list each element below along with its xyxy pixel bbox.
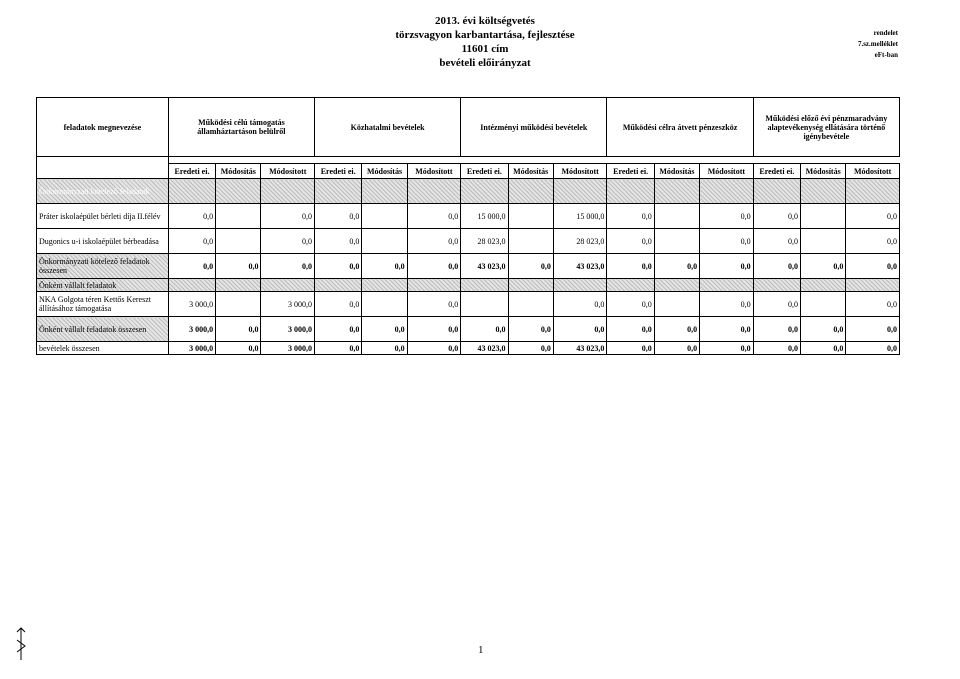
value-cell: 43 023,0 bbox=[461, 254, 508, 279]
value-cell: 28 023,0 bbox=[553, 229, 607, 254]
value-cell bbox=[553, 179, 607, 204]
subheader-cell: Módosított bbox=[846, 164, 900, 179]
subheader-cell: Módosított bbox=[553, 164, 607, 179]
value-cell bbox=[801, 292, 846, 317]
value-cell: 0,0 bbox=[607, 204, 654, 229]
value-cell bbox=[216, 179, 261, 204]
subheader-cell: Módosítás bbox=[216, 164, 261, 179]
value-cell: 0,0 bbox=[315, 204, 362, 229]
value-cell: 0,0 bbox=[846, 204, 900, 229]
value-cell bbox=[362, 204, 407, 229]
row-label: Dugonics u-i iskolaépület bérbeadása bbox=[37, 229, 169, 254]
value-cell bbox=[407, 179, 461, 204]
value-cell: 0,0 bbox=[508, 342, 553, 355]
table-row bbox=[37, 179, 900, 204]
value-cell: 0,0 bbox=[846, 292, 900, 317]
value-cell bbox=[801, 279, 846, 292]
title-line-3: 11601 cím bbox=[461, 43, 509, 55]
value-cell: 0,0 bbox=[315, 342, 362, 355]
value-cell: 0,0 bbox=[216, 254, 261, 279]
value-cell: 0,0 bbox=[362, 342, 407, 355]
value-cell: 0,0 bbox=[362, 254, 407, 279]
row-label: Önként vállalt feladatok összesen bbox=[37, 317, 169, 342]
value-cell: 0,0 bbox=[607, 292, 654, 317]
header-group-4: Működési célra átvett pénzeszköz bbox=[607, 98, 753, 157]
value-cell: 0,0 bbox=[461, 317, 508, 342]
value-cell: 3 000,0 bbox=[168, 342, 215, 355]
title-line-2: törzsvagyon karbantartása, fejlesztése bbox=[395, 29, 575, 41]
value-cell: 15 000,0 bbox=[553, 204, 607, 229]
subheader-cell: Eredeti ei. bbox=[168, 164, 215, 179]
subheader-cell: Eredeti ei. bbox=[315, 164, 362, 179]
value-cell: 0,0 bbox=[362, 317, 407, 342]
subheader-cell: Eredeti ei. bbox=[607, 164, 654, 179]
value-cell: 0,0 bbox=[700, 342, 754, 355]
subheader-cell: Módosítás bbox=[508, 164, 553, 179]
subheader-row bbox=[37, 164, 900, 179]
row-label: bevételek összesen bbox=[37, 342, 169, 355]
value-cell: 0,0 bbox=[846, 229, 900, 254]
corner-line-3: eFt-ban bbox=[874, 51, 898, 59]
value-cell: 15 000,0 bbox=[461, 204, 508, 229]
title-line-1: 2013. évi költségvetés bbox=[435, 15, 535, 27]
table-row bbox=[37, 204, 900, 229]
value-cell: 0,0 bbox=[753, 342, 800, 355]
value-cell bbox=[216, 279, 261, 292]
value-cell: 28 023,0 bbox=[461, 229, 508, 254]
value-cell: 0,0 bbox=[846, 342, 900, 355]
value-cell bbox=[261, 179, 315, 204]
value-cell: 0,0 bbox=[216, 342, 261, 355]
subheader-cell: Módosítás bbox=[654, 164, 699, 179]
value-cell: 0,0 bbox=[753, 204, 800, 229]
value-cell: 0,0 bbox=[753, 292, 800, 317]
value-cell bbox=[315, 179, 362, 204]
value-cell bbox=[508, 292, 553, 317]
value-cell: 0,0 bbox=[407, 317, 461, 342]
value-cell bbox=[753, 179, 800, 204]
value-cell: 0,0 bbox=[700, 204, 754, 229]
value-cell bbox=[654, 229, 699, 254]
value-cell bbox=[216, 292, 261, 317]
value-cell bbox=[700, 179, 754, 204]
value-cell: 0,0 bbox=[607, 229, 654, 254]
table-row bbox=[37, 342, 900, 355]
value-cell bbox=[654, 279, 699, 292]
value-cell bbox=[407, 279, 461, 292]
header-spacer bbox=[37, 157, 900, 164]
value-cell bbox=[801, 229, 846, 254]
value-cell: 0,0 bbox=[700, 254, 754, 279]
value-cell: 0,0 bbox=[261, 204, 315, 229]
corner-line-2: 7.sz.melléklet bbox=[857, 40, 898, 48]
value-cell bbox=[461, 292, 508, 317]
value-cell: 3 000,0 bbox=[261, 342, 315, 355]
value-cell bbox=[607, 279, 654, 292]
subheader-cell: Eredeti ei. bbox=[461, 164, 508, 179]
value-cell: 0,0 bbox=[753, 229, 800, 254]
row-label: Önkormányzati kötelező feladatok összesen bbox=[37, 254, 169, 279]
value-cell: 0,0 bbox=[315, 292, 362, 317]
value-cell: 0,0 bbox=[315, 229, 362, 254]
value-cell: 0,0 bbox=[753, 254, 800, 279]
value-cell: 0,0 bbox=[315, 254, 362, 279]
value-cell: 0,0 bbox=[508, 317, 553, 342]
header-group-1: Működési célú támogatás államháztartáson belülről bbox=[168, 98, 314, 157]
value-cell bbox=[801, 204, 846, 229]
page-number: 1 bbox=[478, 644, 484, 656]
value-cell: 0,0 bbox=[700, 229, 754, 254]
value-cell: 0,0 bbox=[607, 254, 654, 279]
row-label: Önként vállalt feladatok bbox=[37, 279, 169, 292]
value-cell: 0,0 bbox=[553, 317, 607, 342]
value-cell: 0,0 bbox=[700, 317, 754, 342]
document-title bbox=[375, 14, 595, 70]
subheader-cell: Módosított bbox=[261, 164, 315, 179]
value-cell bbox=[362, 279, 407, 292]
table-row bbox=[37, 317, 900, 342]
row-label: NKA Golgota téren Kettős Kereszt állításához támogatása bbox=[37, 292, 169, 317]
value-cell: 0,0 bbox=[607, 317, 654, 342]
header-group-2: Közhatalmi bevételek bbox=[315, 98, 461, 157]
value-cell bbox=[261, 279, 315, 292]
table-row bbox=[37, 292, 900, 317]
value-cell: 0,0 bbox=[407, 204, 461, 229]
row-label: Práter iskolaépület bérleti díja II.félév bbox=[37, 204, 169, 229]
header-row bbox=[37, 98, 900, 157]
table-row bbox=[37, 254, 900, 279]
header-group-3: Intézményi működési bevételek bbox=[461, 98, 607, 157]
subheader-cell: Módosított bbox=[700, 164, 754, 179]
table-row bbox=[37, 229, 900, 254]
margin-mark-icon bbox=[14, 626, 28, 666]
value-cell: 0,0 bbox=[846, 317, 900, 342]
value-cell bbox=[700, 279, 754, 292]
header-group-5: Működési előző évi pénzmaradvány alaptevékenység ellátására történő igénybevétele bbox=[753, 98, 899, 157]
value-cell bbox=[362, 292, 407, 317]
subheader-cell: Eredeti ei. bbox=[753, 164, 800, 179]
value-cell: 0,0 bbox=[700, 292, 754, 317]
value-cell: 0,0 bbox=[407, 254, 461, 279]
value-cell: 0,0 bbox=[607, 342, 654, 355]
value-cell: 3 000,0 bbox=[261, 292, 315, 317]
value-cell bbox=[508, 229, 553, 254]
value-cell bbox=[216, 229, 261, 254]
value-cell bbox=[508, 204, 553, 229]
value-cell bbox=[461, 279, 508, 292]
value-cell: 43 023,0 bbox=[461, 342, 508, 355]
value-cell: 0,0 bbox=[654, 342, 699, 355]
table-row bbox=[37, 279, 900, 292]
value-cell bbox=[654, 292, 699, 317]
value-cell: 0,0 bbox=[753, 317, 800, 342]
value-cell: 0,0 bbox=[508, 254, 553, 279]
subheader-cell: Módosított bbox=[407, 164, 461, 179]
value-cell bbox=[216, 204, 261, 229]
value-cell: 0,0 bbox=[654, 317, 699, 342]
value-cell: 0,0 bbox=[407, 229, 461, 254]
value-cell bbox=[362, 229, 407, 254]
value-cell bbox=[168, 179, 215, 204]
value-cell bbox=[654, 204, 699, 229]
value-cell bbox=[168, 279, 215, 292]
value-cell: 0,0 bbox=[261, 254, 315, 279]
value-cell: 0,0 bbox=[261, 229, 315, 254]
budget-table bbox=[36, 97, 900, 355]
value-cell bbox=[654, 179, 699, 204]
value-cell: 0,0 bbox=[407, 342, 461, 355]
value-cell: 0,0 bbox=[801, 342, 846, 355]
value-cell: 0,0 bbox=[407, 292, 461, 317]
value-cell: 0,0 bbox=[801, 254, 846, 279]
annex-reference bbox=[858, 28, 898, 61]
row-label: Önkormányzati kötelező feladatok bbox=[37, 179, 169, 204]
value-cell: 0,0 bbox=[168, 204, 215, 229]
value-cell: 0,0 bbox=[315, 317, 362, 342]
value-cell bbox=[553, 279, 607, 292]
subheader-blank bbox=[37, 164, 169, 179]
value-cell bbox=[362, 179, 407, 204]
corner-line-1: rendelet bbox=[873, 29, 898, 37]
value-cell: 3 000,0 bbox=[168, 317, 215, 342]
value-cell bbox=[753, 279, 800, 292]
value-cell: 0,0 bbox=[801, 317, 846, 342]
value-cell: 0,0 bbox=[654, 254, 699, 279]
value-cell: 3 000,0 bbox=[168, 292, 215, 317]
value-cell bbox=[508, 179, 553, 204]
value-cell: 0,0 bbox=[216, 317, 261, 342]
value-cell bbox=[461, 179, 508, 204]
value-cell bbox=[315, 279, 362, 292]
value-cell bbox=[801, 179, 846, 204]
value-cell: 3 000,0 bbox=[261, 317, 315, 342]
subheader-cell: Módosítás bbox=[801, 164, 846, 179]
title-line-4: bevételi előirányzat bbox=[439, 57, 531, 69]
subheader-cell: Módosítás bbox=[362, 164, 407, 179]
value-cell bbox=[607, 179, 654, 204]
value-cell: 0,0 bbox=[553, 292, 607, 317]
header-task-name: feladatok megnevezése bbox=[37, 98, 169, 157]
value-cell: 43 023,0 bbox=[553, 342, 607, 355]
value-cell: 0,0 bbox=[168, 254, 215, 279]
value-cell: 0,0 bbox=[168, 229, 215, 254]
value-cell: 43 023,0 bbox=[553, 254, 607, 279]
value-cell bbox=[508, 279, 553, 292]
value-cell bbox=[846, 279, 900, 292]
value-cell: 0,0 bbox=[846, 254, 900, 279]
value-cell bbox=[846, 179, 900, 204]
